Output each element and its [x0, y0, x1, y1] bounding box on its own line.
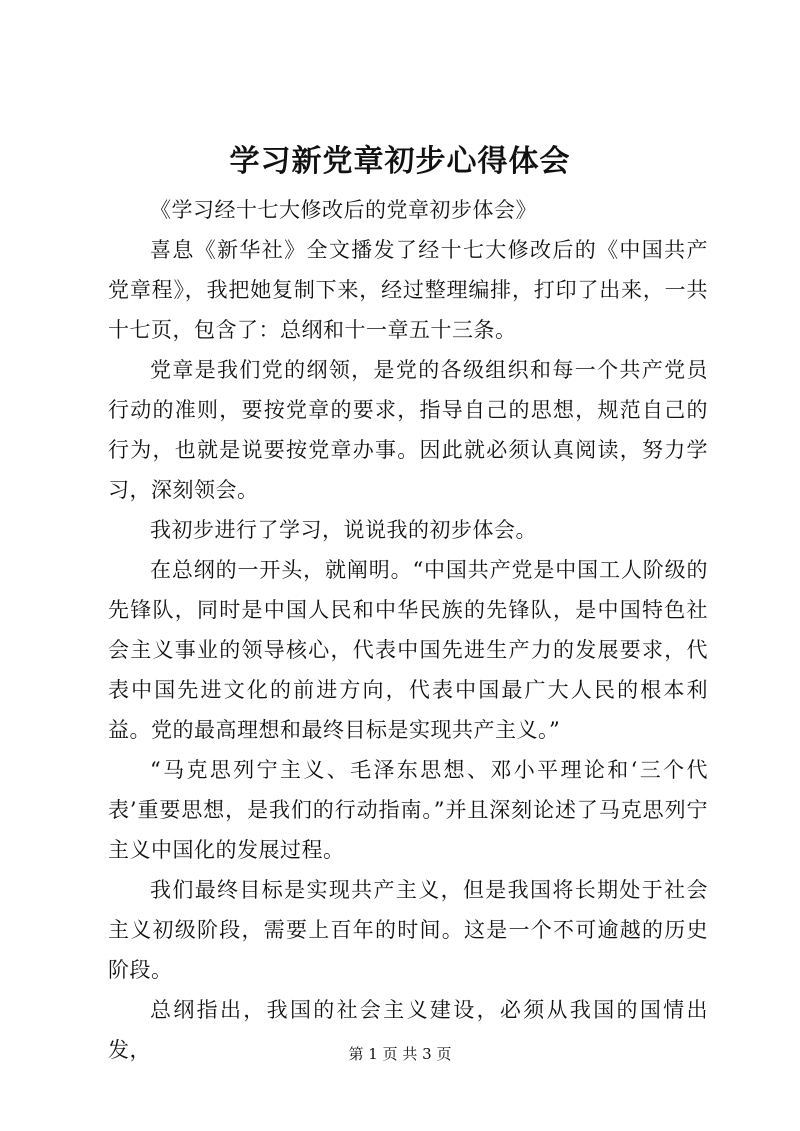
- paragraph: 喜息《新华社》全文播发了经十七大修改后的《中国共产党章程》，我把她复制下来，经过整理编排，打印了出来，一共十七页，包含了：总纲和十一章五十三条。: [108, 238, 708, 342]
- paragraph: 在总纲的一开头，就阐明。“中国共产党是中国工人阶级的先锋队，同时是中国人民和中华民族的先锋队，是中国特色社会主义事业的领导核心，代表中国先进生产力的发展要求，代表中国先进文化的前进方向，代表中国最广大人民的根本利益。党的最高理想和最终目标是实现共产主义。”: [108, 558, 708, 742]
- paragraph: “马克思列宁主义、毛泽东思想、邓小平理论和‘三个代表’重要思想，是我们的行动指南。”并且深刻论述了马克思列宁主义中国化的发展过程。: [108, 758, 708, 862]
- paragraph: 我们最终目标是实现共产主义，但是我国将长期处于社会主义初级阶段，需要上百年的时间。这是一个不可逾越的历史阶段。: [108, 878, 708, 982]
- document-body: [108, 190, 708, 1070]
- paragraph: 总纲指出，我国的社会主义建设，必须从我国的国情出发，: [108, 998, 708, 1062]
- document-title: 学习新党章初步心得体会: [229, 144, 571, 179]
- paragraph: 党章是我们党的纲领，是党的各级组织和每一个共产党员行动的准则，要按党章的要求，指导自己的思想，规范自己的行为，也就是说要按党章办事。因此就必须认真阅读，努力学习，深刻领会。: [108, 358, 708, 502]
- paragraph-subtitle: 《学习经十七大修改后的党章初步体会》: [150, 198, 537, 222]
- page-number-footer: 第 1 页 共 3 页: [348, 1045, 452, 1063]
- paragraph: 我初步进行了学习，说说我的初步体会。: [150, 518, 537, 542]
